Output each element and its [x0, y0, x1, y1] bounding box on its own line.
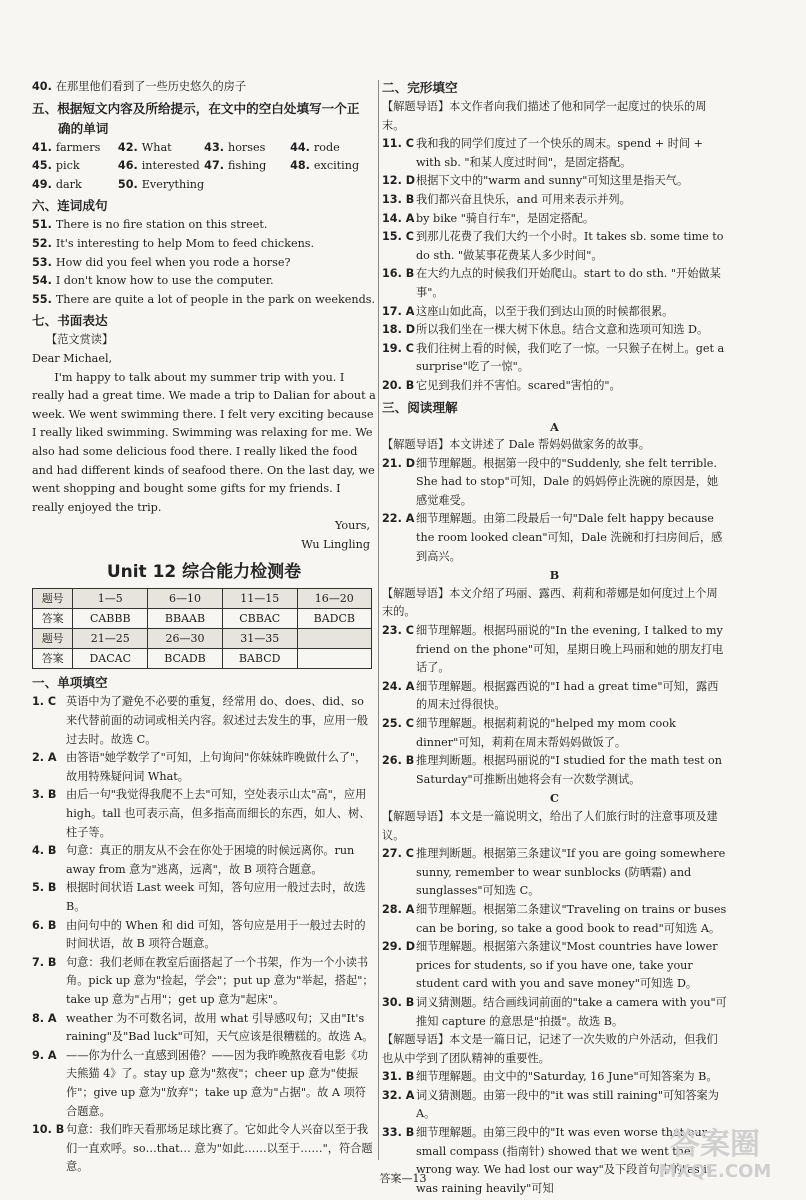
fill-word: horses: [227, 140, 266, 154]
fill-word: pick: [55, 159, 80, 173]
item-text: 我们往树上看的时候，我们吃了一惊。一只猴子在树上。get a surprise"吃了一惊"。: [416, 341, 725, 374]
fill-word: What: [141, 140, 172, 154]
item-text: 我们都兴奋且快乐，and 可用来表示并列。: [416, 192, 631, 206]
item-number: 22. A: [382, 512, 415, 526]
item-number: 12. D: [382, 174, 415, 188]
explanation-item: [382, 455, 727, 511]
section-7-title: 七、书面表达: [32, 313, 108, 329]
explanation-item: [382, 228, 727, 265]
answer-table-cell: [297, 649, 371, 669]
sentence-text: I don't know how to use the computer.: [55, 274, 274, 288]
sentence-answer: [32, 291, 376, 310]
item-number: 25. C: [382, 717, 414, 730]
answer-table-row: [33, 589, 372, 609]
explanation-item: [382, 340, 727, 377]
reading-a-explanations: [382, 455, 727, 567]
item-text: 英语中为了避免不必要的重复，经常用 do、does、did、so 来代替前面的动词或相关内容。叙述过去发生的事，应用一般过去时。故选 C。: [66, 695, 369, 746]
fill-word: exciting: [313, 159, 360, 173]
answer-table-row: [33, 629, 372, 649]
part-c-label: C: [550, 791, 559, 806]
explanation-item: [32, 954, 376, 1010]
item-number: 31. B: [382, 1070, 415, 1084]
fill-word: fishing: [227, 159, 267, 173]
sentence-number: 51.: [32, 218, 52, 232]
explanation-item: [382, 265, 727, 302]
item-text: 句意：真正的朋友从不会在你处于困境的时候远离你。run away from 意为"逃离，远离"，故 B 项符合题意。: [66, 844, 355, 876]
explanation-item: [32, 1121, 376, 1177]
guide-c: 【解题导语】本文是一篇说明文，给出了人们旅行时的注意事项及建议。: [382, 809, 718, 842]
sentence-number: 53.: [32, 255, 52, 269]
item-number: 13. B: [382, 192, 415, 206]
answer-table-cell: BBAAB: [148, 609, 223, 629]
fill-number: 46.: [117, 159, 138, 173]
explanation-item: [382, 938, 727, 994]
fill-answer: [118, 176, 204, 195]
section-1-title: 一、单项填空: [32, 675, 108, 691]
explanation-item: [32, 749, 376, 786]
fill-word: interested: [141, 159, 200, 173]
sentence-number: 55.: [32, 292, 52, 306]
explanation-item: [32, 842, 376, 879]
item-number: 4. B: [32, 844, 57, 858]
fill-number: 50.: [117, 177, 138, 191]
item-number: 20. B: [382, 378, 415, 392]
fill-answer: [204, 139, 290, 158]
explanation-item: [382, 901, 727, 938]
item-number: 5. B: [32, 881, 57, 895]
item-text: ——你为什么一直感到困倦？——因为我昨晚熬夜看电影《功夫熊猫 4》了。stay up 意为"熬夜"；cheer up 意为"使振作"；give up 意为"放弃"；take up 意为"占据"。故 A 项符合题意。: [66, 1048, 369, 1118]
fill-number: 42.: [117, 140, 138, 154]
section-2-title: 二、完形填空: [382, 80, 458, 95]
item-text: 细节理解题。由第三段中的"It was even worse that our small compass (指南针) showed that we went the wrong way. We had lost our way"及下段首句中的"as it was raining heavily"可知: [416, 1126, 712, 1195]
item-number: 11. C: [382, 137, 414, 151]
fill-number: 43.: [204, 140, 224, 154]
fill-answer: [290, 157, 376, 176]
item-text: 句意：我们老师在教室后面搭起了一个书架，作为一个小读书角。pick up 意为"捡起，学会"；put up 意为"举起，搭起"；take up 意为"占用"；get up 意为"起床"。: [66, 955, 374, 1006]
item-text: 由问句中的 When 和 did 可知，答句应是用于一般过去时的时间状语，故 B 项符合题意。: [66, 918, 366, 951]
item-number: 24. A: [382, 679, 415, 693]
sentence-answer: [32, 216, 376, 235]
item-text: 细节理解题。根据第一段中的"Suddenly, she felt terrible. She had to stop"可知，Dale 的妈妈停止洗碗的原因是，她感觉难受。: [416, 456, 719, 507]
item-number: 8. A: [32, 1011, 57, 1025]
fill-answer: [118, 139, 204, 158]
item-text: 细节理解题。根据第二条建议"Traveling on trains or buses can be boring, so take a good book to read"可知选 A。: [416, 902, 727, 935]
answer-table-cell: 21—25: [73, 629, 148, 649]
sentence-text: There are quite a lot of people in the park on weekends.: [55, 292, 376, 306]
item-text: 细节理解题。根据莉莉说的"helped my mom cook dinner"可知，莉莉在周末帮妈妈做饭了。: [416, 717, 676, 749]
explanation-item: [382, 622, 727, 678]
answer-table-cell: 题号: [33, 589, 73, 609]
part-a-label: A: [550, 419, 559, 434]
explanation-item: [382, 510, 727, 566]
fill-number: 44.: [290, 140, 310, 154]
fill-answer: [204, 157, 290, 176]
guide-b: 【解题导语】本文介绍了玛丽、露西、莉莉和蒂娜是如何度过上个周末的。: [382, 586, 718, 619]
fill-answer: [32, 139, 118, 158]
item-text: 这座山如此高，以至于我们到达山顶的时候都很累。: [416, 304, 674, 318]
item-number: 16. B: [382, 267, 415, 281]
fill-word: farmers: [55, 140, 101, 154]
item-text: 句意：我们昨天看那场足球比赛了。它如此令人兴奋以至于我们一直欢呼。so…that… 意为"如此……以至于……"，符合题意。: [66, 1123, 373, 1174]
fill-answer: [32, 157, 118, 176]
sentence-text: There is no fire station on this street.: [55, 218, 268, 232]
fill-word: Everything: [141, 177, 205, 191]
item-number: 23. C: [382, 624, 414, 638]
explanation-item: [382, 752, 727, 789]
item-number: 6. B: [32, 918, 57, 932]
explanation-item: [32, 1047, 376, 1121]
item-text: 它见到我们并不害怕。scared"害怕的"。: [416, 378, 621, 392]
item-text: 我和我的同学们度过了一个快乐的周末。spend + 时间 + with sb. "和某人度过时间"，是固定搭配。: [416, 137, 704, 169]
section-5-title: 五、根据短文内容及所给提示，在文中的空白处填写一个正 确的单词: [32, 100, 360, 136]
item-40: 40. 在那里他们看到了一些历史悠久的房子: [32, 80, 247, 93]
guide-d: 【解题导语】本文是一篇日记，记述了一次失败的户外活动，但我们也从中学到了团队精神的重要性。: [382, 1033, 718, 1065]
single-choice-explanations: [32, 693, 376, 1176]
model-essay: I'm happy to talk about my summer trip with you. I really had a great time. We made a trip to Dalian for about a week. We went swimming there. I felt very exciting because I really liked swimming. Swimming was relaxing for me. We also had some delicious food there. I really liked the food and had different kinds of seafood there. On the last day, we went shopping and bought some gifts for my friends. I really enjoyed the trip.: [32, 370, 376, 514]
item-number: 30. B: [382, 995, 415, 1009]
explanation-item: [382, 994, 727, 1031]
fill-number: 45.: [32, 159, 52, 173]
answer-table-cell: DACAC: [73, 649, 148, 669]
answer-table-row: [33, 649, 372, 669]
fill-answers: [32, 139, 376, 195]
explanation-item: [32, 879, 376, 916]
item-number: 10. B: [32, 1123, 65, 1137]
answer-table-cell: CABBB: [73, 609, 148, 629]
item-number: 1. C: [32, 695, 57, 709]
item-number: 15. C: [382, 230, 414, 244]
item-number: 32. A: [382, 1088, 415, 1102]
fill-number: 41.: [32, 140, 52, 154]
item-text: 在大约九点的时候我们开始爬山。start to do sth. "开始做某事"。: [416, 267, 721, 299]
explanation-item: [382, 715, 727, 752]
answer-table-cell: BADCB: [297, 609, 371, 629]
fill-word: dark: [55, 177, 82, 191]
item-text: 词义猜测题。结合画线词前面的"take a camera with you"可推知 capture 的意思是"拍摄"。故选 B。: [416, 995, 727, 1028]
item-number: 33. B: [382, 1126, 415, 1140]
section-3-title: 三、阅读理解: [382, 399, 458, 415]
guide-a: 【解题导语】本文讲述了 Dale 帮妈妈做家务的故事。: [382, 438, 650, 452]
item-text: 推理判断题。根据玛丽说的"I studied for the math test on Saturday"可推断出她将会有一次数学测试。: [416, 754, 722, 786]
answer-table-cell: CBBAC: [222, 609, 297, 629]
explanation-item: [382, 377, 727, 396]
part-b-label: B: [549, 568, 560, 583]
explanation-item: [32, 693, 376, 749]
item-number: 29. D: [382, 940, 415, 954]
answer-table-cell: [297, 629, 371, 649]
answer-table-cell: 31—35: [222, 629, 297, 649]
item-number: 27. C: [382, 847, 414, 861]
page-footer: 答案—13: [379, 1172, 427, 1185]
item-text: 细节理解题。根据第六条建议"Most countries have lower prices for students, so if you have one, take your student card with you and save money"可知选 D。: [416, 940, 718, 991]
explanation-item: [382, 321, 727, 340]
item-text: 所以我们坐在一棵大树下休息。结合文意和选项可知选 D。: [416, 323, 709, 337]
answer-table-cell: 答案: [33, 649, 73, 669]
explanation-item: [32, 1010, 376, 1047]
item-number: 19. C: [382, 341, 414, 355]
explanation-item: [32, 917, 376, 954]
explanation-item: [382, 172, 727, 191]
left-column: [32, 78, 376, 1177]
right-column: [382, 78, 727, 1198]
item-text: 推理判断题。根据第三条建议"If you are going somewhere sunny, remember to wear sunblocks (防晒霜) and sunglasses"可知选 C。: [416, 847, 726, 898]
item-text: 细节理解题。由第二段最后一句"Dale felt happy because the room looked clean"可知，Dale 洗碗和打扫房间后，感到高兴。: [416, 512, 723, 563]
item-text: 细节理解题。根据玛丽说的"In the evening, I talked to my friend on the phone"可知，星期日晚上玛丽和她的朋友打电话了。: [416, 624, 724, 675]
answer-table-cell: 答案: [33, 609, 73, 629]
sentence-list: [32, 216, 376, 309]
model-essay-label: 【范文赏读】: [46, 333, 114, 347]
item-text: 根据下文中的"warm and sunny"可知这里是指天气。: [416, 174, 689, 188]
item-text: 由后一句"我觉得我爬不上去"可知，空处表示山太"高"，应用 high。tall 也可表示高，但多指高而细长的东西，如人、树、柱子等。: [66, 788, 371, 839]
answer-table-row: [33, 609, 372, 629]
item-number: 3. B: [32, 788, 57, 802]
sentence-number: 52.: [32, 236, 52, 250]
explanation-item: [382, 678, 727, 715]
essay-greeting: Dear Michael,: [32, 351, 113, 365]
sentence-number: 54.: [32, 274, 52, 288]
item-number: 18. D: [382, 323, 415, 337]
answer-table-cell: 6—10: [148, 589, 223, 609]
reading-c-explanations: [382, 845, 727, 1031]
sentence-text: It's interesting to help Mom to feed chickens.: [55, 236, 315, 250]
unit-title: Unit 12 综合能力检测卷: [106, 562, 302, 583]
watermark-logo: 答案圈 MXQE.COM: [658, 1127, 772, 1182]
item-text: 根据时间状语 Last week 可知，答句应用一般过去时，故选 B。: [66, 881, 366, 913]
explanation-item: [382, 303, 727, 322]
explanation-item: [382, 1087, 727, 1124]
explanation-item: [382, 845, 727, 901]
item-text: 到那儿花费了我们大约一个小时。It takes sb. some time to do sth. "做某事花费某人多少时间"。: [416, 230, 724, 262]
item-text: weather 为不可数名词，故用 what 引导感叹句；又由"It's raining"及"Bad luck"可知，天气应该是很糟糕的。故选 A。: [66, 1011, 374, 1044]
guide-cloze: 【解题导语】本文作者向我们描述了他和同学一起度过的快乐的周末。: [382, 100, 707, 132]
explanation-item: [32, 786, 376, 842]
explanation-item: [382, 191, 727, 210]
item-text: 细节理解题。由文中的"Saturday, 16 June"可知答案为 B。: [416, 1070, 718, 1084]
item-text: 词义猜测题。由第一段中的"it was still raining"可知答案为 A。: [416, 1088, 719, 1121]
item-number: 14. A: [382, 211, 415, 225]
essay-signature: Wu Lingling: [301, 537, 370, 551]
sentence-answer: [32, 254, 376, 273]
fill-word: rode: [313, 140, 340, 154]
sentence-answer: [32, 272, 376, 291]
item-number: 7. B: [32, 955, 57, 969]
sentence-answer: [32, 235, 376, 254]
item-text: 细节理解题。根据露西说的"I had a great time"可知，露西的周末过得很快。: [416, 679, 719, 712]
fill-answer: [118, 157, 204, 176]
item-number: 21. D: [382, 456, 415, 470]
item-number: 2. A: [32, 751, 57, 765]
answer-table-cell: 11—15: [222, 589, 297, 609]
sentence-text: How did you feel when you rode a horse?: [55, 255, 291, 269]
item-text: by bike "骑自行车"，是固定搭配。: [416, 211, 595, 225]
item-number: 28. A: [382, 902, 415, 916]
section-6-title: 六、连词成句: [32, 198, 108, 214]
item-text: 由答语"她学数学了"可知，上句询问"你妹妹昨晚做什么了"，故用特殊疑问词 What。: [66, 751, 367, 783]
column-divider: [378, 80, 379, 1160]
answer-table-cell: 题号: [33, 629, 73, 649]
explanation-item: [382, 1068, 727, 1087]
answer-table-cell: 26—30: [148, 629, 223, 649]
item-number: 26. B: [382, 754, 415, 768]
fill-number: 47.: [204, 159, 224, 173]
answer-table-cell: BCADB: [148, 649, 223, 669]
reading-b-explanations: [382, 622, 727, 789]
answer-table-cell: 1—5: [73, 589, 148, 609]
explanation-item: [382, 135, 727, 172]
fill-number: 49.: [32, 177, 52, 191]
cloze-explanations: [382, 135, 727, 395]
item-number: 9. A: [32, 1048, 57, 1062]
answer-table-cell: 16—20: [297, 589, 371, 609]
answer-table-cell: BABCD: [222, 649, 297, 669]
answer-table: [32, 588, 372, 669]
explanation-item: [382, 210, 727, 229]
fill-answer: [32, 176, 118, 195]
fill-answer: [290, 139, 376, 158]
fill-number: 48.: [290, 159, 310, 173]
essay-closing: Yours,: [335, 519, 370, 533]
item-number: 17. A: [382, 304, 415, 318]
